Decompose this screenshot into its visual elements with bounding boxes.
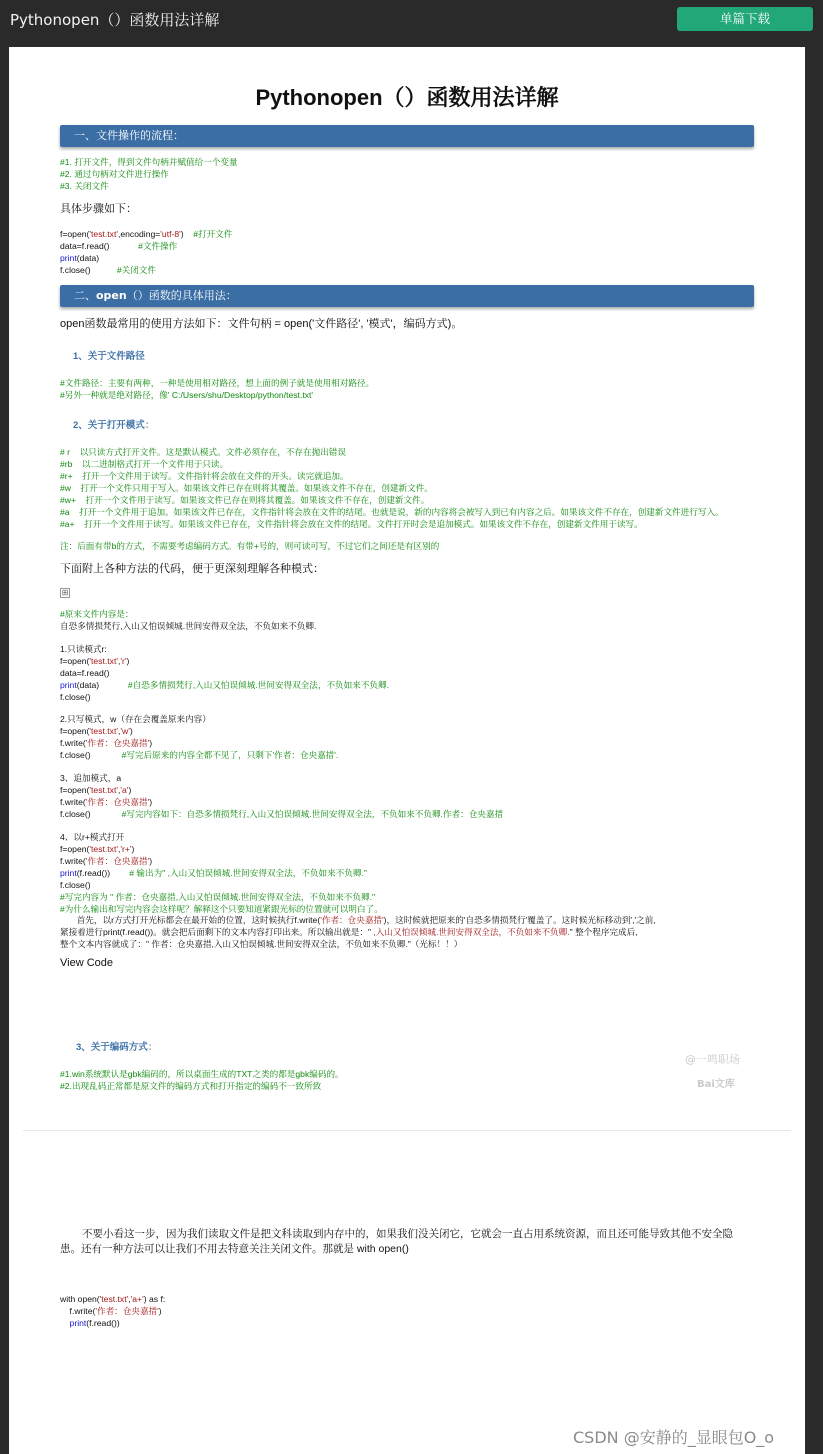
- code-string: 'w': [120, 726, 130, 736]
- code-string: '作者：仓央嘉措': [95, 1306, 159, 1316]
- code-text: " 整个程序完成后,: [569, 927, 638, 937]
- code-text: f.write(: [60, 797, 86, 807]
- code-line: [60, 749, 338, 761]
- code-text: f.close(): [60, 809, 91, 819]
- steps-label: 具体步骤如下：: [60, 203, 137, 215]
- explanation-line: [60, 914, 656, 926]
- code-text: ): [149, 797, 153, 807]
- code-line: [60, 240, 177, 252]
- code-line: [60, 725, 133, 737]
- subheading-number: 1、: [73, 351, 88, 362]
- code-text: ,encoding=: [117, 229, 161, 239]
- baidu-wenku-logo: Bai文库: [697, 1079, 735, 1090]
- code-text: f.write(: [60, 738, 86, 748]
- code-line: [60, 737, 152, 749]
- code-line: data=f.read(): [60, 668, 110, 678]
- subheading-mode: [73, 417, 154, 431]
- code-text: ): [131, 844, 135, 854]
- code-line: [60, 855, 152, 867]
- code-comment: #写完后原来的内容全都不见了，只剩下'作者：仓央嘉措'.: [121, 750, 339, 760]
- encoding-line: #2.出现乱码正常都是原文件的编码方式和打开指定的编码不一致所致: [60, 1081, 322, 1091]
- divider: [23, 1130, 791, 1131]
- code-text: ,: [128, 1294, 131, 1304]
- code-keyword: print: [60, 1318, 87, 1328]
- doc-title: Pythonopen（）函数用法详解: [255, 85, 559, 110]
- code-text: f=open(: [60, 844, 90, 854]
- mode-line: #w+ 打开一个文件用于读写。如果该文件已存在则将其覆盖。如果该文件不存在，创建新文件。: [60, 495, 430, 505]
- code-text: f=open(: [60, 656, 90, 666]
- code-string: 'r': [120, 656, 127, 666]
- code-text: ): [128, 785, 132, 795]
- mode-line: #a+ 打开一个文件用于读写。如果该文件已存在，文件指针将会放在文件的结尾。文件打开时会是追加模式。如果该文件不存在，创建新文件用于读写。: [60, 519, 643, 529]
- code-line: 3、追加模式，a: [60, 773, 122, 783]
- code-text: ): [149, 856, 153, 866]
- code-line: [60, 264, 156, 276]
- code-text: ): [180, 229, 184, 239]
- code-keyword: print: [60, 868, 77, 878]
- code-text: with open(: [60, 1294, 100, 1304]
- code-text: ,: [117, 844, 121, 854]
- code-line: [60, 808, 503, 820]
- subheading-label: 关于文件路径: [87, 351, 145, 362]
- code-string: 'test.txt': [89, 844, 118, 854]
- subheading-label: 关于打开模式: [87, 420, 145, 431]
- code-string: 'r+': [120, 844, 132, 854]
- mode-line: #a 打开一个文件用于追加。如果该文件已存在，文件指针将会放在文件的结尾。也就是说，新的内容将会被写入到已有内容之后。如果该文件不存在，创建新文件进行写入。: [60, 507, 724, 517]
- code-comment: # 输出为" ,入山又怕误倾城.世间安得双全法，不负如来不负卿.": [129, 868, 367, 878]
- code-text: 首先，以r方式打开光标都会在最开始的位置，这时候执行f.write(: [60, 915, 321, 925]
- code-text: ): [158, 1306, 162, 1316]
- explanation-line: [60, 926, 638, 938]
- code-string: 'a+': [130, 1294, 144, 1304]
- code-text: f.write(: [60, 856, 86, 866]
- code-text: f=open(: [60, 229, 90, 239]
- window-title: Pythonopen（）函数用法详解: [10, 11, 220, 29]
- code-comment: #文件操作: [138, 241, 178, 251]
- code-text: f.close(): [60, 265, 91, 275]
- code-string: 'test.txt': [89, 726, 118, 736]
- code-comment: #为什么输出和写完内容会这样呢？解释这个只要知道紧跟光标的位置就可以明白了。: [60, 904, 383, 914]
- code-text: f=open(: [60, 726, 90, 736]
- code-string: 'test.txt': [89, 656, 118, 666]
- code-text: data=f.read(): [60, 241, 110, 251]
- code-text: (data): [76, 680, 100, 690]
- subheading-number: 3、: [76, 1042, 91, 1053]
- code-line: [60, 252, 99, 264]
- subheading-colon: ：: [144, 420, 155, 431]
- code-line: 4、以r+模式打开: [60, 832, 125, 842]
- code-text: f=open(: [60, 785, 90, 795]
- flow-line: #1. 打开文件，得到文件句柄并赋值给一个变量: [60, 157, 238, 167]
- code-text: ): [126, 656, 130, 666]
- code-text: 紧接着进行print(f.read())。就会把后面剩下的文本内容打印出来。所以输出就是：": [60, 927, 372, 937]
- download-button[interactable]: 单篇下载: [677, 7, 813, 31]
- flow-line: #2. 通过句柄对文件进行操作: [60, 169, 169, 179]
- path-line: #另外一种就是绝对路径，像' C:/Users/shu/Desktop/python/test.txt': [60, 390, 314, 400]
- body-paragraph: 不要小看这一步，因为我们读取文件是把文科读取到内存中的，如果我们没关闭它，它就会一直占用系统资源，而且还可能导致其他不安全隐患。还有一种方法可以让我们不用去特意关注关闭文件。那就是 with open(): [60, 1228, 733, 1255]
- code-string: 'test.txt': [89, 785, 118, 795]
- explanation-line: 整个文本内容就成了：" 作者：仓央嘉措,入山又怕误倾城.世间安得双全法，不负如来不负卿."（光标！！）: [60, 939, 463, 949]
- code-text: (f.read()): [86, 1318, 120, 1328]
- code-line: [60, 796, 152, 808]
- code-line: [60, 784, 131, 796]
- section-header-2-bold: open: [96, 289, 127, 302]
- code-string: ,入山又怕误倾城.世间安得双全法，不负如来不负卿.: [371, 927, 570, 937]
- code-string: 'test.txt': [89, 229, 118, 239]
- encoding-line: #1.win系统默认是gbk编码的，所以桌面生成的TXT之类的都是gbk编码的。: [60, 1069, 344, 1079]
- code-string: 'utf-8': [160, 229, 181, 239]
- code-string: 'test.txt': [99, 1294, 129, 1304]
- code-line: 自恐多情损梵行,入山又怕误倾城.世间安得双全法，不负如来不负卿.: [60, 621, 317, 631]
- below-text: 下面附上各种方法的代码，便于更深刻理解各种模式：: [60, 563, 324, 575]
- mode-line: # r 以只读方式打开文件。这是默认模式。文件必须存在，不存在抛出错误: [60, 447, 346, 457]
- code-string: '作者：仓央嘉措': [85, 856, 150, 866]
- code-comment: #写完内容如下：自恐多情损梵行,入山又怕误倾城.世间安得双全法，不负如来不负卿.作者：仓央嘉措: [121, 809, 504, 819]
- subheading-colon: ：: [147, 1042, 158, 1053]
- code-line: [60, 867, 367, 879]
- code-text: ,: [117, 656, 121, 666]
- code-text: (data): [76, 253, 100, 263]
- code-keyword: print: [60, 253, 77, 263]
- note-line: 注：后面有带b的方式，不需要考虑编码方式。有带+号的，则可读可写，不过它们之间还是有区别的: [60, 541, 440, 551]
- code-comment: #关闭文件: [116, 265, 156, 275]
- code-line: 1.只读模式r:: [60, 644, 107, 654]
- section-header-2-post: （）函数的具体用法：: [126, 289, 237, 302]
- code-text: ,: [117, 726, 121, 736]
- code-line: [60, 655, 129, 667]
- expand-code-icon[interactable]: ⊞: [61, 588, 69, 597]
- code-text: )，这时候就把原来的'自恐多情损梵行'覆盖了。这时候光标移动到','之前,: [383, 915, 656, 925]
- code-line: [60, 1305, 162, 1317]
- section-header-2: [60, 285, 754, 307]
- top-bar: [0, 0, 823, 38]
- author-watermark: @一鸣职场: [685, 1053, 740, 1066]
- code-line: [60, 679, 389, 691]
- code-line: f.close(): [60, 692, 91, 702]
- csdn-watermark: CSDN @安静的_显眼包O_o: [573, 1428, 775, 1447]
- section-header-2-pre: 二、: [74, 289, 96, 302]
- code-line: [60, 1293, 165, 1305]
- code-string: '作者：仓央嘉措': [85, 797, 150, 807]
- code-line: 2.只写模式，w（存在会覆盖原来内容）: [60, 714, 211, 724]
- mode-line: #rb 以二进制格式打开一个文件用于只读。: [60, 459, 229, 469]
- code-keyword: print: [60, 680, 77, 690]
- code-string: '作者：仓央嘉措': [320, 915, 384, 925]
- code-line: f.close(): [60, 880, 91, 890]
- code-string: 'a': [120, 785, 129, 795]
- section-header-1: 一、文件操作的流程：: [60, 125, 754, 147]
- code-line: [60, 843, 134, 855]
- usage-text: open函数最常用的使用方法如下：文件句柄 = open('文件路径', '模式'，编码方式)。: [60, 318, 463, 330]
- code-text: f.close(): [60, 750, 91, 760]
- code-text: ,: [117, 785, 121, 795]
- subheading-label: 关于编码方式: [90, 1042, 148, 1053]
- document-page: [9, 47, 805, 1454]
- code-comment: #打开文件: [193, 229, 233, 239]
- code-text: ): [129, 726, 133, 736]
- code-text: ) as f:: [143, 1294, 166, 1304]
- subheading-path: [73, 348, 145, 362]
- mode-line: #r+ 打开一个文件用于读写。文件指针将会放在文件的开头。读完就追加。: [60, 471, 349, 481]
- code-string: '作者：仓央嘉措': [85, 738, 150, 748]
- mode-line: #w 打开一个文件只用于写入。如果该文件已存在则将其覆盖。如果该文件不存在，创建新文件。: [60, 483, 433, 493]
- view-code-link[interactable]: View Code: [60, 957, 113, 969]
- code-text: (f.read()): [76, 868, 111, 878]
- code-text: f.write(: [60, 1306, 96, 1316]
- code-comment: #原来文件内容是：: [60, 609, 134, 619]
- code-line: [60, 1317, 120, 1329]
- subheading-number: 2、: [73, 420, 88, 431]
- code-comment: #写完内容为 " 作者：仓央嘉措,入山又怕误倾城.世间安得双全法，不负如来不负卿.": [60, 892, 376, 902]
- code-line: [60, 228, 232, 240]
- subheading-encoding: [76, 1039, 157, 1053]
- path-line: #文件路径：主要有两种，一种是使用相对路径，想上面的例子就是使用相对路径。: [60, 378, 375, 388]
- flow-line: #3. 关闭文件: [60, 181, 109, 191]
- code-text: ): [149, 738, 153, 748]
- code-comment: #自恐多情损梵行,入山又怕误倾城.世间安得双全法，不负如来不负卿.: [127, 680, 389, 690]
